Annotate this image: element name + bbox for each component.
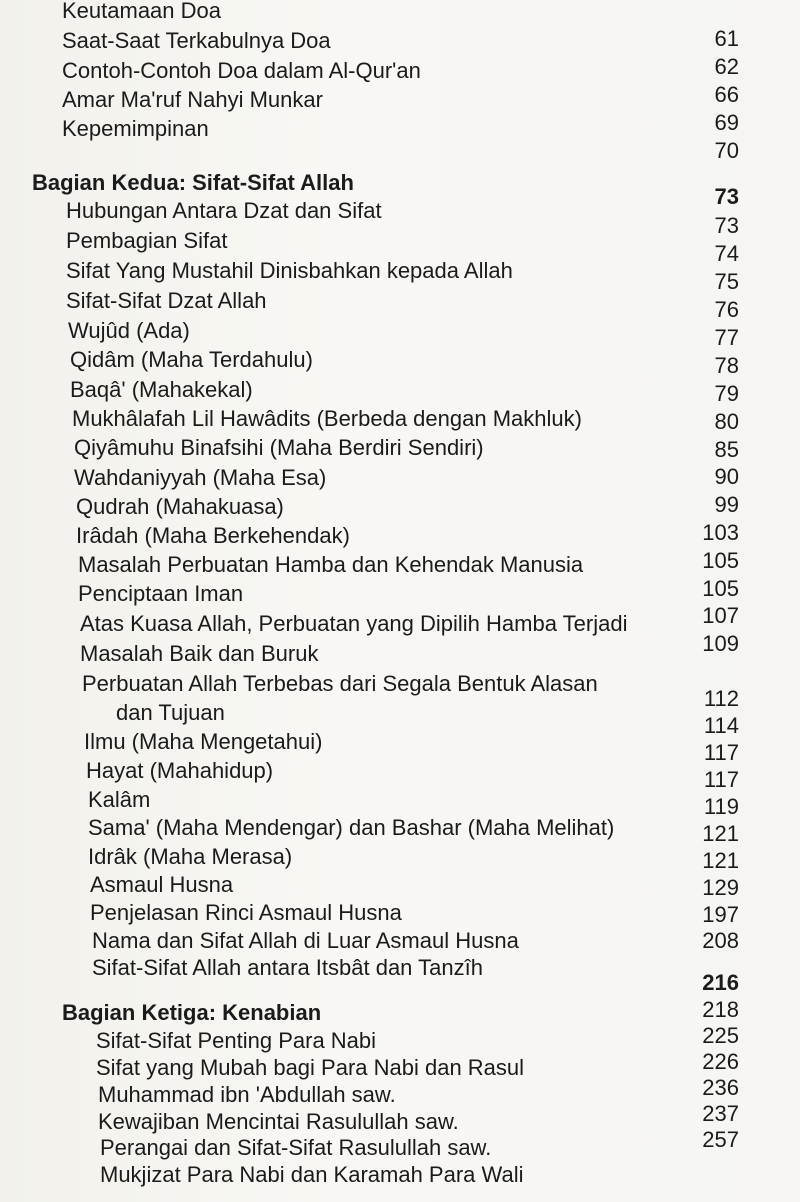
toc-entry: Perangai dan Sifat-Sifat Rasulullah saw. bbox=[100, 1135, 492, 1160]
page-number: 107 bbox=[702, 603, 739, 628]
page-number: 80 bbox=[714, 409, 739, 434]
page-number: 77 bbox=[714, 325, 739, 350]
toc-entry: Kepemimpinan bbox=[62, 116, 209, 141]
toc-entry: Wahdaniyyah (Maha Esa) bbox=[74, 465, 327, 490]
page-number: 119 bbox=[703, 794, 739, 819]
toc-entry: Masalah Perbuatan Hamba dan Kehendak Manusia bbox=[78, 552, 584, 577]
toc-entry: Sifat-Sifat Dzat Allah bbox=[66, 288, 267, 313]
page-number: 237 bbox=[702, 1101, 739, 1126]
toc-entry: Masalah Baik dan Buruk bbox=[80, 641, 319, 666]
page-number: 216 bbox=[702, 970, 739, 995]
page-number: 257 bbox=[702, 1127, 739, 1152]
toc-entry: Irâdah (Maha Berkehendak) bbox=[76, 523, 350, 548]
page-number: 236 bbox=[702, 1075, 739, 1100]
toc-entry: Sifat yang Mubah bagi Para Nabi dan Rasul bbox=[96, 1055, 525, 1080]
page-number: 74 bbox=[714, 241, 739, 266]
page-number: 105 bbox=[702, 548, 739, 573]
page-number: 197 bbox=[702, 902, 739, 927]
toc-entry: Idrâk (Maha Merasa) bbox=[88, 844, 293, 869]
page-number: 129 bbox=[702, 875, 739, 900]
page-number: 85 bbox=[714, 437, 739, 462]
page-number: 78 bbox=[714, 353, 739, 378]
section-heading: Bagian Ketiga: Kenabian bbox=[62, 1000, 322, 1025]
toc-entry: Hubungan Antara Dzat dan Sifat bbox=[66, 198, 382, 223]
toc-entry: Kalâm bbox=[88, 787, 151, 812]
page-number: 70 bbox=[714, 138, 739, 163]
page-number: 121 bbox=[702, 821, 739, 846]
page-number: 208 bbox=[702, 928, 739, 953]
toc-entry: Penciptaan Iman bbox=[78, 581, 244, 606]
page-number: 73 bbox=[714, 184, 739, 209]
toc-entry: Mukhâlafah Lil Hawâdits (Berbeda dengan Makhluk) bbox=[72, 406, 582, 431]
toc-entry: Keutamaan Doa bbox=[62, 0, 221, 23]
page-number: 69 bbox=[714, 110, 739, 135]
toc-entry: Asmaul Husna bbox=[90, 872, 234, 897]
toc-entry: Sifat-Sifat Allah antara Itsbât dan Tanzîh bbox=[92, 955, 483, 980]
page-number: 103 bbox=[702, 520, 739, 545]
page-number: 226 bbox=[702, 1049, 739, 1074]
toc-entry: Sifat-Sifat Penting Para Nabi bbox=[96, 1028, 377, 1053]
toc-entry: Penjelasan Rinci Asmaul Husna bbox=[90, 900, 402, 925]
toc-entry: Perbuatan Allah Terbebas dari Segala Bentuk Alasan bbox=[82, 671, 598, 696]
page-number: 109 bbox=[702, 631, 739, 656]
page-number: 79 bbox=[714, 381, 739, 406]
toc-entry: Mukjizat Para Nabi dan Karamah Para Wali bbox=[100, 1162, 524, 1187]
page-number: 105 bbox=[702, 576, 739, 601]
page-number: 114 bbox=[703, 713, 739, 738]
toc-entry: Muhammad ibn 'Abdullah saw. bbox=[98, 1082, 396, 1107]
page-number: 121 bbox=[702, 848, 739, 873]
toc-entry: Kewajiban Mencintai Rasulullah saw. bbox=[98, 1109, 459, 1134]
toc-entry: Atas Kuasa Allah, Perbuatan yang Dipilih Hamba Terjadi bbox=[80, 611, 628, 636]
page-number: 117 bbox=[703, 740, 739, 765]
toc-entry: Nama dan Sifat Allah di Luar Asmaul Husna bbox=[92, 928, 519, 953]
toc-entry: Contoh-Contoh Doa dalam Al-Qur'an bbox=[62, 58, 421, 83]
page-number: 75 bbox=[714, 269, 739, 294]
page-number: 225 bbox=[702, 1023, 739, 1048]
page-number: 76 bbox=[714, 297, 739, 322]
toc-entry: Saat-Saat Terkabulnya Doa bbox=[62, 28, 331, 53]
page-number: 99 bbox=[714, 492, 739, 517]
page-number: 62 bbox=[714, 54, 739, 79]
page-number: 218 bbox=[702, 997, 739, 1022]
page-number: 117 bbox=[703, 767, 739, 792]
toc-entry: Hayat (Mahahidup) bbox=[86, 758, 274, 783]
toc-entry: Pembagian Sifat bbox=[66, 228, 228, 253]
page-number: 61 bbox=[714, 26, 739, 51]
toc-entry: Amar Ma'ruf Nahyi Munkar bbox=[62, 87, 323, 112]
toc-entry: Ilmu (Maha Mengetahui) bbox=[84, 729, 323, 754]
toc-entry: Qiyâmuhu Binafsihi (Maha Berdiri Sendiri) bbox=[74, 435, 484, 460]
toc-entry: Wujûd (Ada) bbox=[68, 318, 190, 343]
toc-entry: Qudrah (Mahakuasa) bbox=[76, 494, 284, 519]
toc-entry: Baqâ' (Mahakekal) bbox=[70, 377, 253, 402]
page-number: 90 bbox=[714, 464, 739, 489]
page-number: 66 bbox=[714, 82, 739, 107]
toc-entry-continuation: dan Tujuan bbox=[116, 700, 225, 725]
section-heading: Bagian Kedua: Sifat-Sifat Allah bbox=[32, 170, 354, 195]
page-number: 112 bbox=[703, 686, 739, 711]
page-number: 73 bbox=[714, 213, 739, 238]
toc-entry: Qidâm (Maha Terdahulu) bbox=[70, 347, 313, 372]
toc-entry: Sama' (Maha Mendengar) dan Bashar (Maha Melihat) bbox=[88, 815, 615, 840]
toc-entry: Sifat Yang Mustahil Dinisbahkan kepada Allah bbox=[66, 258, 513, 283]
